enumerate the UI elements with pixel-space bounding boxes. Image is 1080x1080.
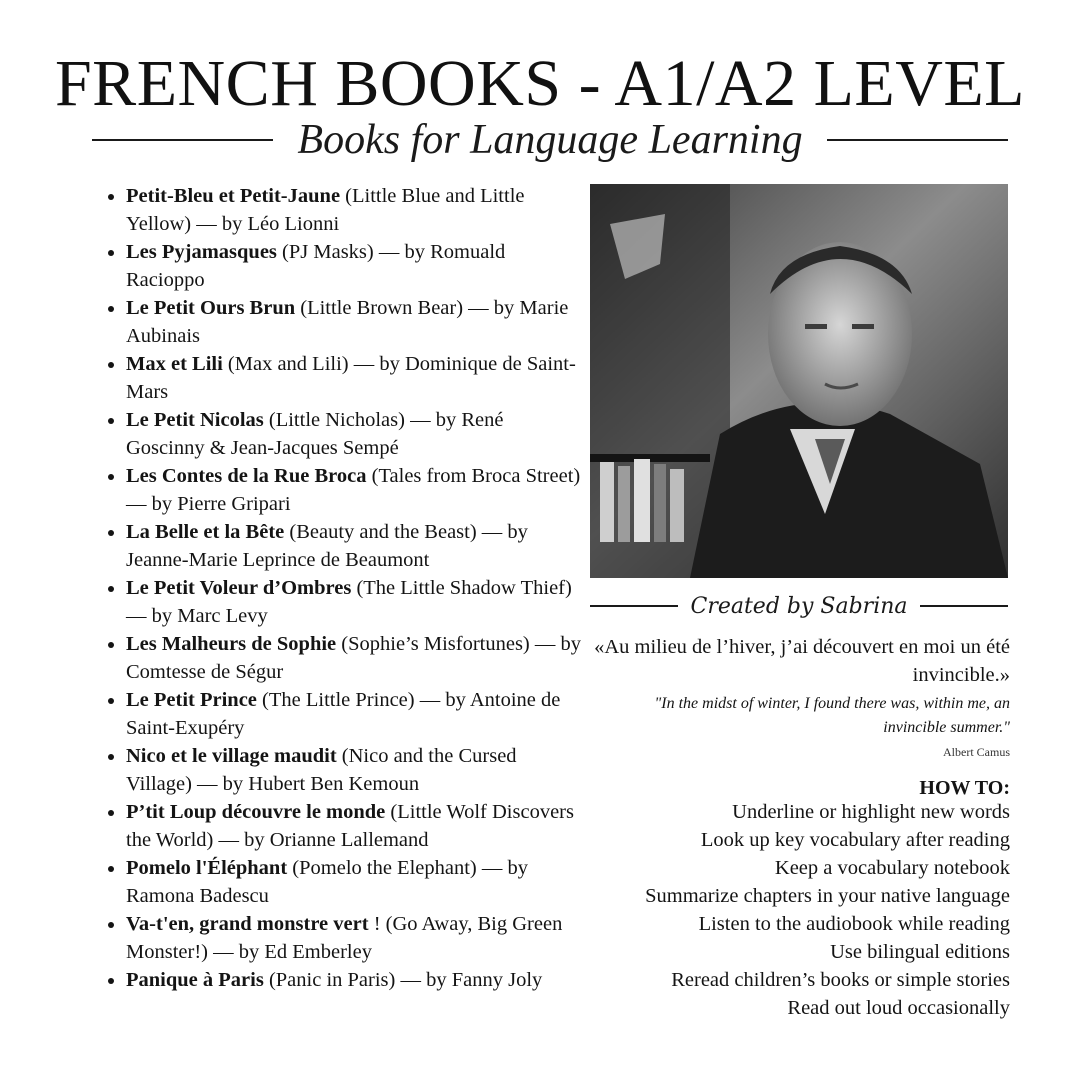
creator-credit: Created by Sabrina xyxy=(690,593,908,619)
subtitle-right-rule xyxy=(827,139,1008,141)
book-title: P’tit Loup découvre le monde xyxy=(126,801,386,823)
book-title: Les Malheurs de Sophie xyxy=(126,633,337,655)
book-details: (Pomelo the Elephant) — by Ramona Badescu xyxy=(126,857,528,907)
howto-item: Summarize chapters in your native language xyxy=(645,885,1010,907)
book-title: Les Contes de la Rue Broca xyxy=(126,465,367,487)
book-list xyxy=(100,182,586,994)
book-details: (PJ Masks) — by Romuald Racioppo xyxy=(126,241,506,291)
howto-item: Underline or highlight new words xyxy=(732,801,1010,823)
howto-item: Look up key vocabulary after reading xyxy=(700,829,1010,851)
howto-item: Keep a vocabulary notebook xyxy=(774,857,1010,879)
book-details: (Sophie’s Misfortunes) — by Comtesse de Ségur xyxy=(126,633,582,683)
page-subtitle: Books for Language Learning xyxy=(297,117,803,163)
credit-left-rule xyxy=(590,605,678,607)
book-title: Le Petit Voleur d’Ombres xyxy=(126,577,352,599)
book-item xyxy=(126,518,586,574)
book-details: (The Little Shadow Thief) — by Marc Levy xyxy=(126,577,572,627)
book-details: (Little Brown Bear) — by Marie Aubinais xyxy=(126,297,569,347)
book-title: Pomelo l'Éléphant xyxy=(126,857,288,879)
howto-heading: HOW TO: xyxy=(919,777,1010,799)
book-details: (Panic in Paris) — by Fanny Joly xyxy=(263,969,543,991)
book-item xyxy=(126,910,586,966)
howto-item: Listen to the audiobook while reading xyxy=(698,913,1010,935)
quote-french: «Au milieu de l’hiver, j’ai découvert en moi un été invincible.» xyxy=(594,636,1010,686)
book-item xyxy=(126,966,586,994)
book-item xyxy=(126,294,586,350)
book-title: Nico et le village maudit xyxy=(126,745,337,767)
book-item xyxy=(126,854,586,910)
book-details: (Nico and the Cursed Village) — by Hubert Ben Kemoun xyxy=(126,745,517,795)
book-item xyxy=(126,182,586,238)
book-item xyxy=(126,686,586,742)
book-item xyxy=(126,798,586,854)
book-details: (Beauty and the Beast) — by Jeanne-Marie Leprince de Beaumont xyxy=(126,521,528,571)
book-title: Le Petit Ours Brun xyxy=(126,297,296,319)
book-details: (Max and Lili) — by Dominique de Saint-Mars xyxy=(126,353,576,403)
credit-right-rule xyxy=(920,605,1008,607)
book-title: La Belle et la Bête xyxy=(126,521,285,543)
book-details: (The Little Prince) — by Antoine de Saint-Exupéry xyxy=(126,689,561,739)
book-item xyxy=(126,350,586,406)
book-item xyxy=(126,742,586,798)
book-title: Le Petit Prince xyxy=(126,689,257,711)
book-item xyxy=(126,574,586,630)
book-details: (Little Wolf Discovers the World) — by Orianne Lallemand xyxy=(126,801,574,851)
book-title: Petit-Bleu et Petit-Jaune xyxy=(126,185,341,207)
credit-row xyxy=(590,584,1008,628)
book-title: Max et Lili xyxy=(126,353,223,375)
book-details: (Little Blue and Little Yellow) — by Léo Lionni xyxy=(126,185,525,235)
book-item xyxy=(126,462,586,518)
quote-author: Albert Camus xyxy=(943,745,1010,759)
book-details: (Little Nicholas) — by René Goscinny & Jean-Jacques Sempé xyxy=(126,409,504,459)
book-item xyxy=(126,238,586,294)
book-title: Va-t'en, grand monstre vert xyxy=(126,913,369,935)
book-details: ! (Go Away, Big Green Monster!) — by Ed Emberley xyxy=(126,913,563,963)
portrait-photo xyxy=(590,184,1008,578)
page-title: FRENCH BOOKS - A1/A2 LEVEL xyxy=(54,47,1026,120)
howto-item: Use bilingual editions xyxy=(830,941,1010,963)
book-item xyxy=(126,406,586,462)
subtitle-left-rule xyxy=(92,139,273,141)
portrait-illustration xyxy=(590,184,1008,578)
quote-english: "In the midst of winter, I found there was, within me, an invincible summer." xyxy=(654,695,1010,736)
book-title: Le Petit Nicolas xyxy=(126,409,264,431)
subtitle-row xyxy=(92,112,1008,168)
book-title: Les Pyjamasques xyxy=(126,241,277,263)
howto-item: Reread children’s books or simple stories xyxy=(671,969,1010,991)
book-item xyxy=(126,630,586,686)
howto-item: Read out loud occasionally xyxy=(787,997,1010,1019)
howto-list xyxy=(560,798,1010,1022)
book-title: Panique à Paris xyxy=(126,969,264,991)
book-details: (Tales from Broca Street) — by Pierre Gripari xyxy=(126,465,581,515)
